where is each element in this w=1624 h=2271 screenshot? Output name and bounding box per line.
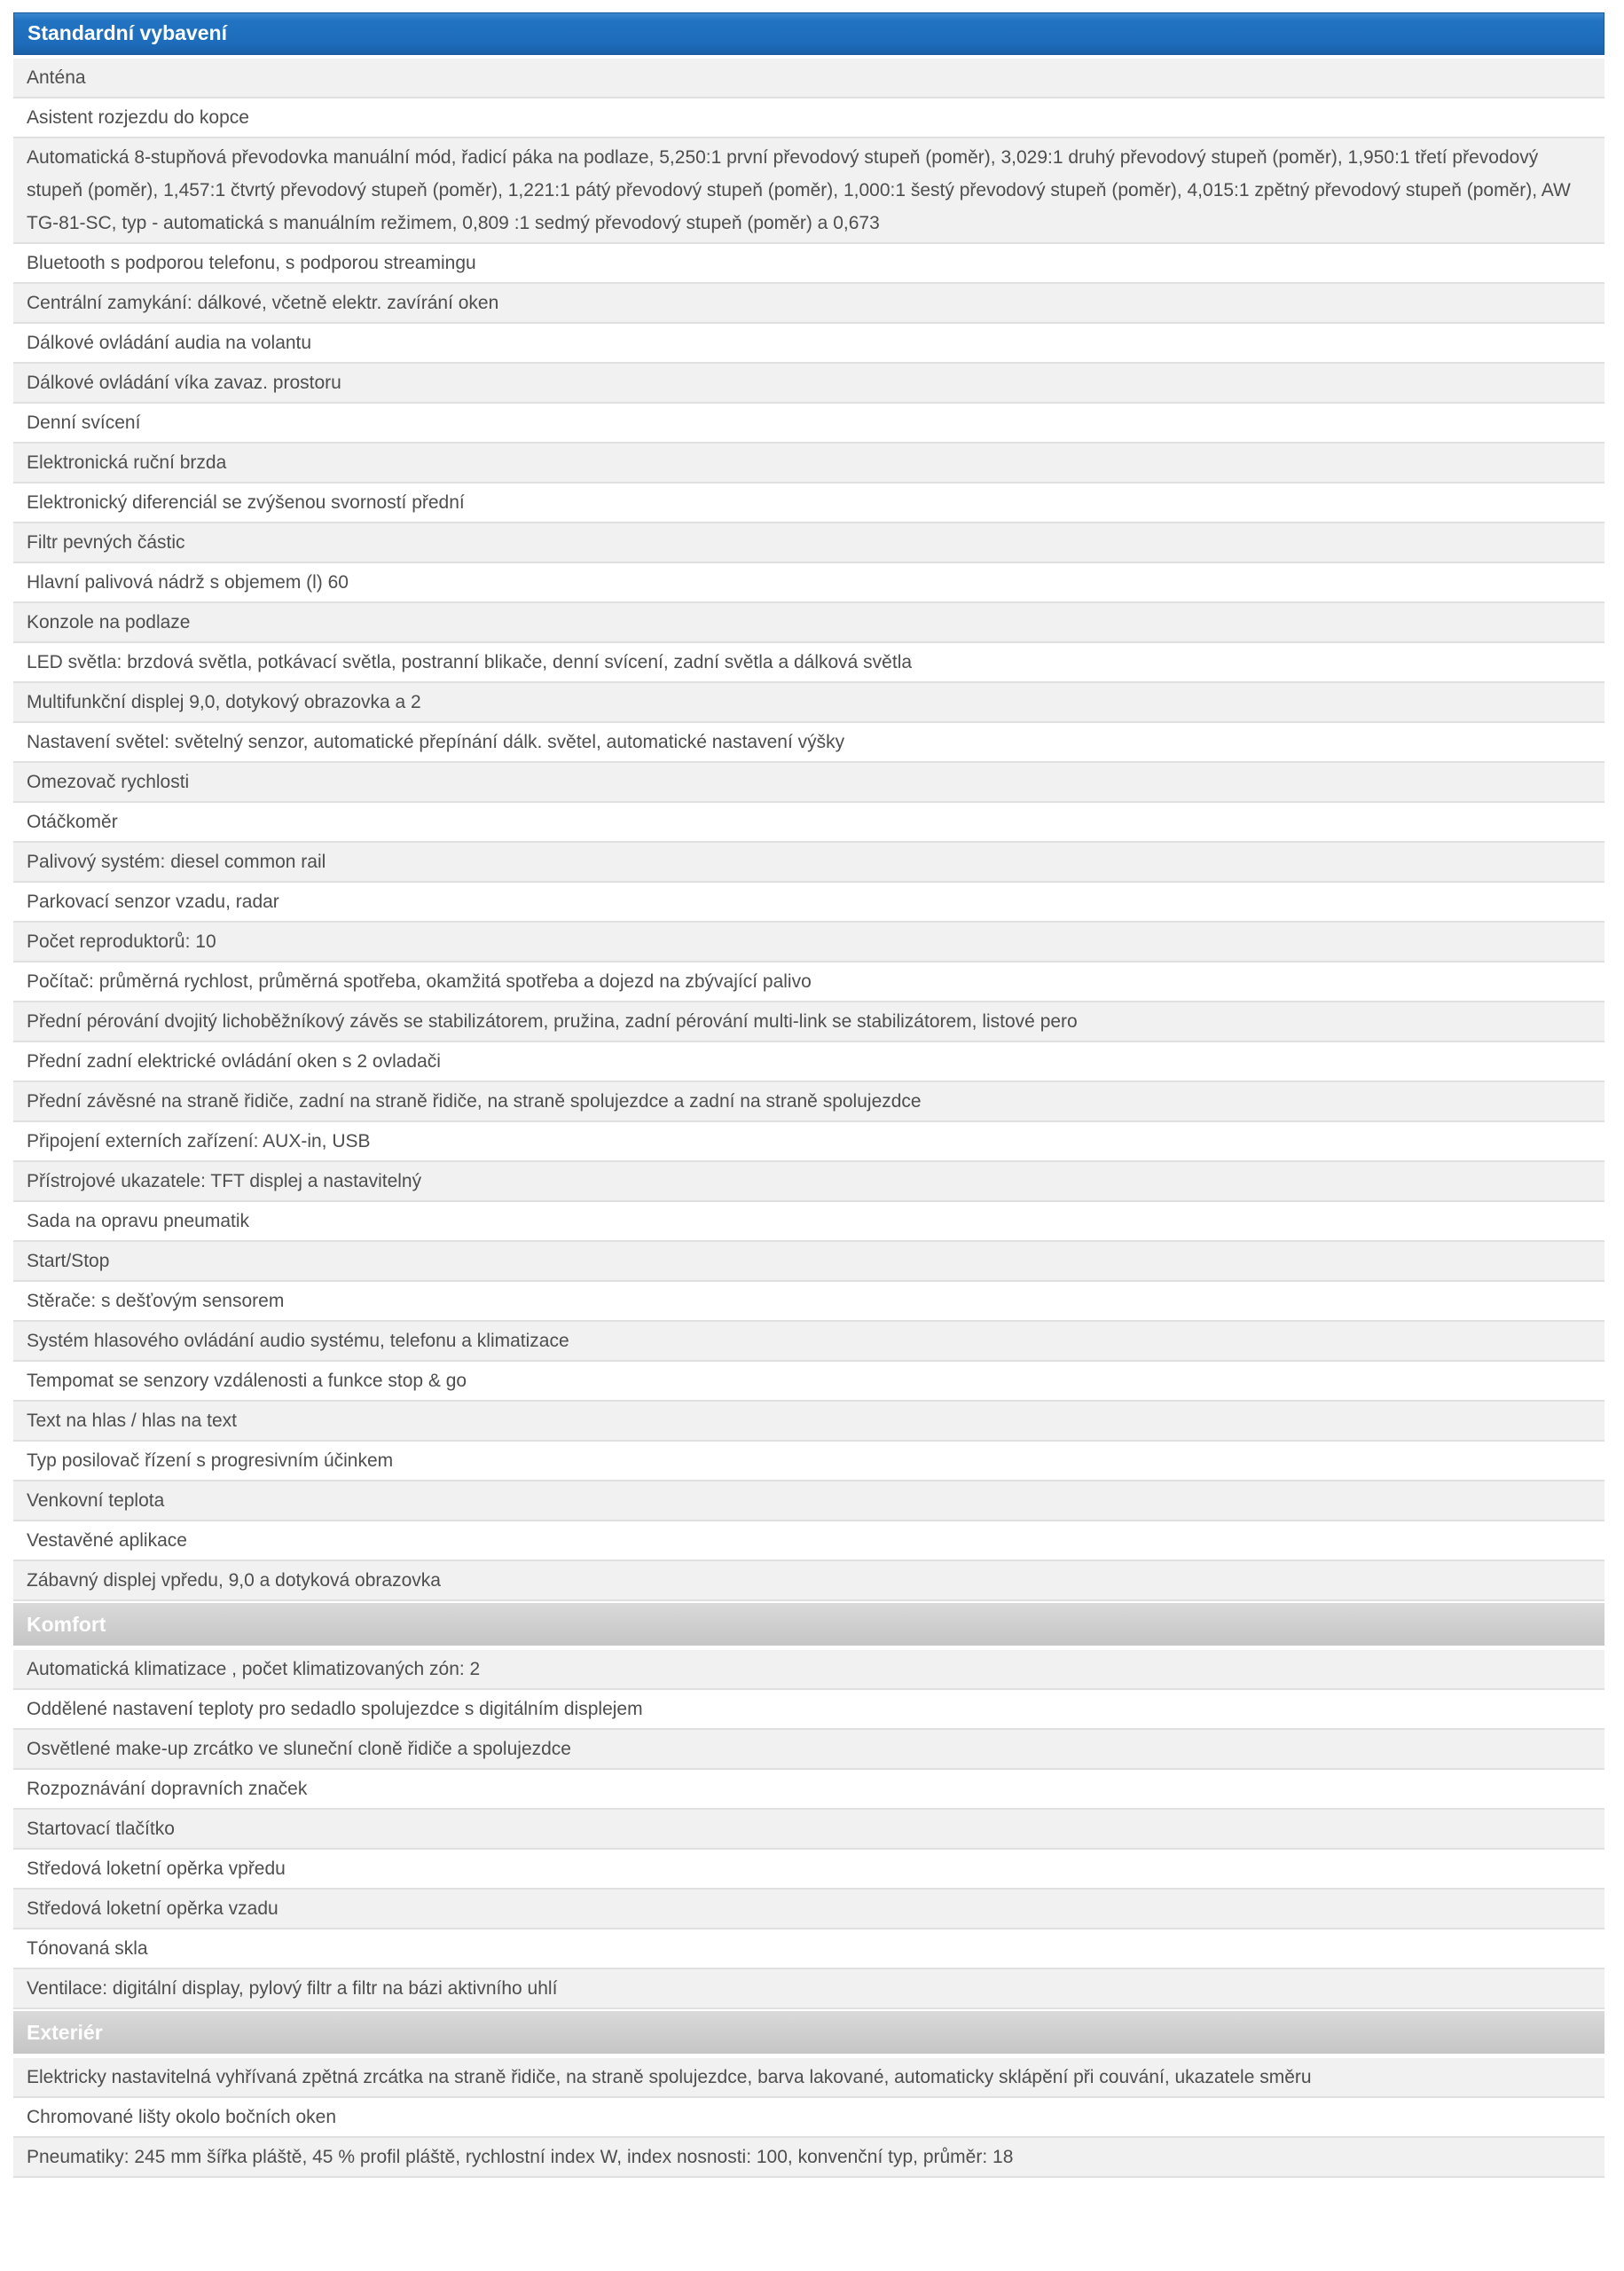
spec-row: Multifunkční displej 9,0, dotykový obrazovka a 2	[13, 683, 1604, 723]
spec-row: Start/Stop	[13, 1242, 1604, 1282]
equipment-table	[13, 12, 1604, 2194]
spec-row: Zábavný displej vpředu, 9,0 a dotyková obrazovka	[13, 1561, 1604, 1601]
spec-row: Konzole na podlaze	[13, 603, 1604, 643]
spec-row: Startovací tlačítko	[13, 1810, 1604, 1850]
spec-row: Tónovaná skla	[13, 1929, 1604, 1969]
spec-row: Anténa	[13, 59, 1604, 98]
spec-row: Elektronická ruční brzda	[13, 444, 1604, 483]
spec-row: Text na hlas / hlas na text	[13, 1402, 1604, 1442]
spec-row: Centrální zamykání: dálkové, včetně elektr. zavírání oken	[13, 284, 1604, 324]
spec-row: Hlavní palivová nádrž s objemem (l) 60	[13, 563, 1604, 603]
spec-row: Typ posilovač řízení s progresivním účinkem	[13, 1442, 1604, 1481]
spec-row: Přední pérování dvojitý lichoběžníkový závěs se stabilizátorem, pružina, zadní pérování multi-link se stabilizátorem, listové pero	[13, 1002, 1604, 1042]
spec-row: Parkovací senzor vzadu, radar	[13, 883, 1604, 923]
spec-row: Sada na opravu pneumatik	[13, 1202, 1604, 1242]
spec-row: Dálkové ovládání víka zavaz. prostoru	[13, 364, 1604, 404]
spec-row: Venkovní teplota	[13, 1481, 1604, 1521]
spec-row: Rozpoznávání dopravních značek	[13, 1770, 1604, 1810]
spec-row: Přední závěsné na straně řidiče, zadní na straně řidiče, na straně spolujezdce a zadní na straně spolujezdce	[13, 1082, 1604, 1122]
spec-row: Filtr pevných částic	[13, 523, 1604, 563]
spec-row: Omezovač rychlosti	[13, 763, 1604, 803]
spec-row: Tempomat se senzory vzdálenosti a funkce stop & go	[13, 1362, 1604, 1402]
spec-row: Bluetooth s podporou telefonu, s podporou streamingu	[13, 244, 1604, 284]
spec-row: Středová loketní opěrka vzadu	[13, 1890, 1604, 1929]
spec-row: LED světla: brzdová světla, potkávací světla, postranní blikače, denní svícení, zadní světla a dálková světla	[13, 643, 1604, 683]
spec-row: Připojení externích zařízení: AUX-in, USB	[13, 1122, 1604, 1162]
spec-row: Středová loketní opěrka vpředu	[13, 1850, 1604, 1890]
spec-row: Palivový systém: diesel common rail	[13, 843, 1604, 883]
spec-row: Chromované lišty okolo bočních oken	[13, 2098, 1604, 2138]
spec-row: Počet reproduktorů: 10	[13, 923, 1604, 963]
spec-row: Pneumatiky: 245 mm šířka pláště, 45 % profil pláště, rychlostní index W, index nosnosti: 100, konvenční typ, průměr: 18	[13, 2138, 1604, 2178]
table-title: Standardní vybavení	[13, 12, 1604, 55]
spec-row: Stěrače: s dešťovým sensorem	[13, 1282, 1604, 1322]
spec-row: Systém hlasového ovládání audio systému, telefonu a klimatizace	[13, 1322, 1604, 1362]
spec-row: Počítač: průměrná rychlost, průměrná spotřeba, okamžitá spotřeba a dojezd na zbývající palivo	[13, 963, 1604, 1002]
spec-row: Elektricky nastavitelná vyhřívaná zpětná zrcátka na straně řidiče, na straně spolujezdce, barva lakované, automaticky sklápění při couvání, ukazatele směru	[13, 2058, 1604, 2098]
spec-row: Denní svícení	[13, 404, 1604, 444]
spec-row: Oddělené nastavení teploty pro sedadlo spolujezdce s digitálním displejem	[13, 1690, 1604, 1730]
spec-row: Elektronický diferenciál se zvýšenou svorností přední	[13, 483, 1604, 523]
spec-row: Nastavení světel: světelný senzor, automatické přepínání dálk. světel, automatické nastavení výšky	[13, 723, 1604, 763]
spec-row: Otáčkoměr	[13, 803, 1604, 843]
table-body	[13, 59, 1604, 2178]
spec-row: Dálkové ovládání audia na volantu	[13, 324, 1604, 364]
section-header: Exteriér	[13, 2011, 1604, 2054]
spec-row: Přístrojové ukazatele: TFT displej a nastavitelný	[13, 1162, 1604, 1202]
spec-row: Automatická 8-stupňová převodovka manuální mód, řadicí páka na podlaze, 5,250:1 první převodový stupeň (poměr), 3,029:1 druhý převodový stupeň (poměr), 1,950:1 třetí převodový stupeň (poměr), 1,457:1 čtvrtý převodový stupeň (poměr), 1,221:1 pátý převodový stupeň (poměr), 1,000:1 šestý převodový stupeň (poměr), 4,015:1 zpětný převodový stupeň (poměr), AW TG-81-SC, typ - automatická s manuálním režimem, 0,809 :1 sedmý převodový stupeň (poměr) a 0,673	[13, 138, 1604, 244]
spec-row: Asistent rozjezdu do kopce	[13, 98, 1604, 138]
spec-row: Vestavěné aplikace	[13, 1521, 1604, 1561]
section-header: Komfort	[13, 1603, 1604, 1646]
spec-row: Ventilace: digitální display, pylový filtr a filtr na bázi aktivního uhlí	[13, 1969, 1604, 2009]
spec-row: Automatická klimatizace , počet klimatizovaných zón: 2	[13, 1650, 1604, 1690]
spec-row: Osvětlené make-up zrcátko ve sluneční cloně řidiče a spolujezdce	[13, 1730, 1604, 1770]
spec-row: Přední zadní elektrické ovládání oken s 2 ovladači	[13, 1042, 1604, 1082]
